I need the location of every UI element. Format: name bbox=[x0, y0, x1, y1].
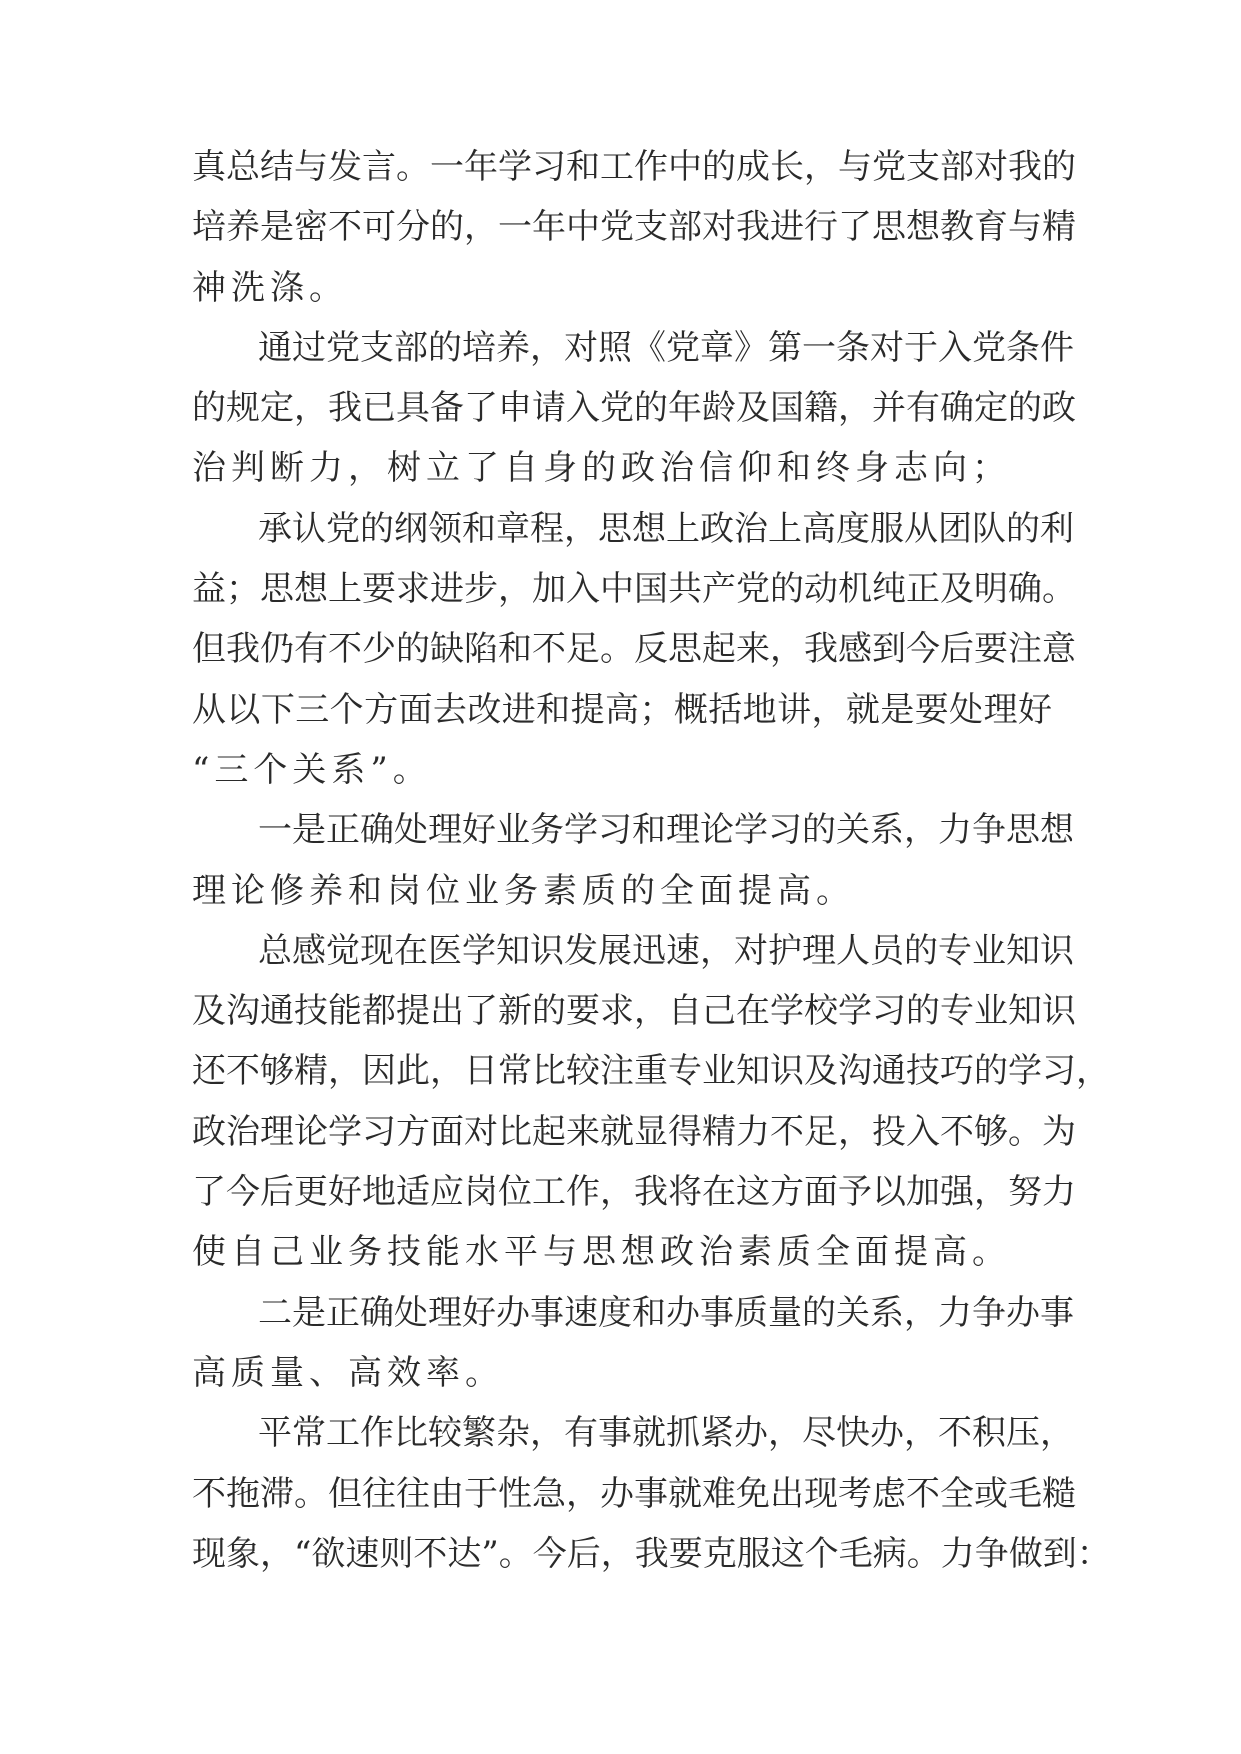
text-line: 了今后更好地适应岗位工作，我将在这方面予以加强，努力 bbox=[192, 1172, 1076, 1213]
text-line: 真总结与发言。一年学习和工作中的成长，与党支部对我的 bbox=[192, 147, 1076, 187]
paragraph-start-line: 总感觉现在医学知识发展迅速，对护理人员的专业知识 bbox=[258, 930, 1074, 971]
text-line: 益；思想上要求进步，加入中国共产党的动机纯正及明确。 bbox=[192, 569, 1076, 610]
text-line: 神洗涤。 bbox=[192, 267, 348, 308]
text-line: 现象，“欲速则不达”。今后，我要克服这个毛病。力争做到： bbox=[192, 1533, 1111, 1574]
text-line: 使自己业务技能水平与思想政治素质全面提高。 bbox=[192, 1232, 1011, 1273]
text-line: “三个关系”。 bbox=[192, 749, 432, 790]
text-line: 培养是密不可分的，一年中党支部对我进行了思想教育与精 bbox=[192, 207, 1076, 248]
text-line: 不拖滞。但往往由于性急，办事就难免出现考虑不全或毛糙 bbox=[192, 1473, 1076, 1514]
text-line: 及沟通技能都提出了新的要求，自己在学校学习的专业知识 bbox=[192, 991, 1076, 1032]
paragraph-start-line: 平常工作比较繁杂，有事就抓紧办，尽快办，不积压， bbox=[258, 1413, 1074, 1454]
paragraph-start-line: 二是正确处理好办事速度和办事质量的关系，力争办事 bbox=[258, 1292, 1074, 1333]
text-line: 政治理论学习方面对比起来就显得精力不足，投入不够。为 bbox=[192, 1111, 1076, 1152]
text-line: 但我仍有不少的缺陷和不足。反思起来，我感到今后要注意 bbox=[192, 629, 1076, 670]
text-line: 的规定，我已具备了申请入党的年龄及国籍，并有确定的政 bbox=[192, 388, 1076, 429]
text-line: 理论修养和岗位业务素质的全面提高。 bbox=[192, 870, 855, 911]
document-body bbox=[192, 147, 1111, 1597]
paragraph-start-line: 一是正确处理好业务学习和理论学习的关系，力争思想 bbox=[258, 810, 1074, 851]
paragraph-start-line: 通过党支部的培养，对照《党章》第一条对于入党条件 bbox=[258, 327, 1074, 368]
text-line: 还不够精，因此，日常比较注重专业知识及沟通技巧的学习， bbox=[192, 1051, 1110, 1092]
text-line: 高质量、高效率。 bbox=[192, 1352, 504, 1393]
text-line: 从以下三个方面去改进和提高；概括地讲，就是要处理好 bbox=[192, 689, 1052, 730]
text-line: 治判断力，树立了自身的政治信仰和终身志向； bbox=[192, 448, 1011, 489]
paragraph-start-line: 承认党的纲领和章程，思想上政治上高度服从团队的利 bbox=[258, 508, 1074, 549]
